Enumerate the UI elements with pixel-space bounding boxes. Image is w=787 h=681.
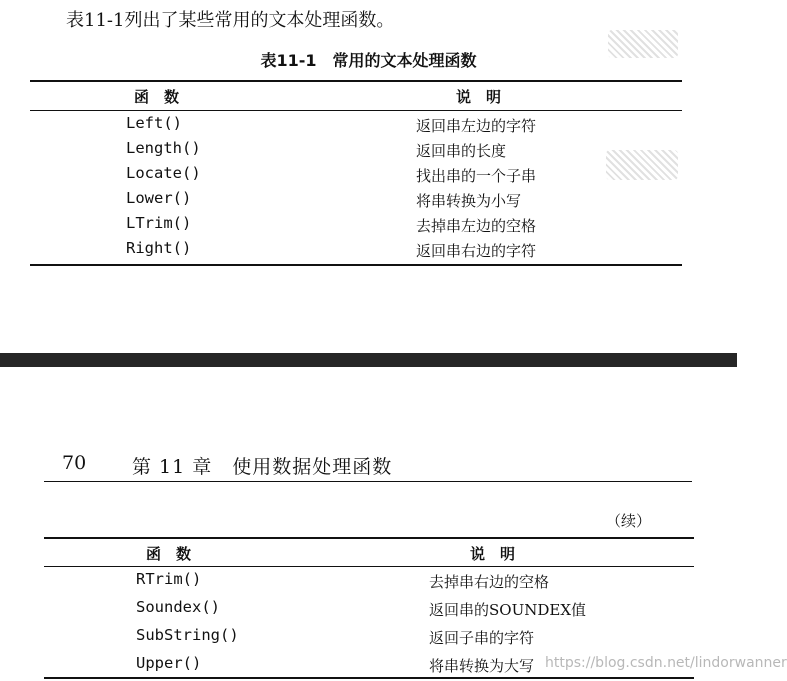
func-name: Lower()	[126, 189, 192, 207]
header-func: 函 数	[134, 88, 180, 106]
header-desc: 说 明	[470, 545, 516, 563]
table-bottom-rule	[44, 677, 694, 679]
func-name: Soundex()	[136, 598, 220, 616]
scan-smudge	[608, 30, 678, 58]
header-desc: 说 明	[456, 88, 502, 106]
table-bottom-rule	[30, 264, 682, 266]
table-header-rule	[44, 566, 694, 567]
func-desc: 将串转换为大写	[429, 657, 535, 675]
scan-smudge	[606, 150, 678, 180]
page-separator	[0, 353, 737, 367]
func-name: Length()	[126, 139, 201, 157]
func-name: Upper()	[136, 654, 202, 672]
header-func: 函 数	[146, 545, 192, 563]
table-top-rule	[44, 537, 694, 539]
func-desc: 去掉串左边的空格	[416, 217, 537, 235]
table-top-rule	[30, 80, 682, 82]
page-number: 70	[62, 452, 87, 474]
continued-label: （续）	[606, 512, 652, 530]
func-name: RTrim()	[136, 570, 202, 588]
table-caption: 表11-1 常用的文本处理函数	[260, 51, 477, 70]
table-header-rule	[30, 110, 682, 111]
watermark-text: https://blog.csdn.net/lindorwanner	[545, 655, 787, 671]
func-desc: 返回子串的字符	[429, 629, 535, 647]
intro-text: 表11-1列出了某些常用的文本处理函数。	[66, 10, 395, 31]
func-name: SubString()	[136, 626, 239, 644]
func-desc: 返回串的长度	[416, 142, 507, 160]
func-desc: 将串转换为小写	[416, 192, 522, 210]
func-desc: 返回串的SOUNDEX值	[429, 601, 586, 619]
running-head-rule	[44, 481, 692, 482]
func-name: Right()	[126, 239, 192, 257]
func-name: Locate()	[126, 164, 201, 182]
func-desc: 返回串右边的字符	[416, 242, 537, 260]
func-desc: 找出串的一个子串	[416, 167, 537, 185]
chapter-title: 第 11 章 使用数据处理函数	[132, 456, 393, 478]
func-desc: 返回串左边的字符	[416, 117, 537, 135]
func-name: LTrim()	[126, 214, 192, 232]
func-desc: 去掉串右边的空格	[429, 573, 550, 591]
func-name: Left()	[126, 114, 182, 132]
